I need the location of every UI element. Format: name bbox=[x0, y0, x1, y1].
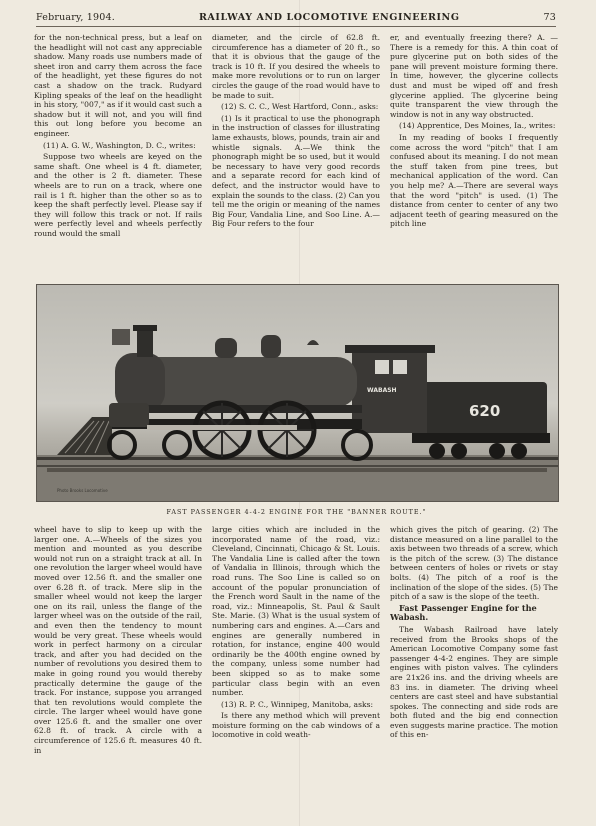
query-heading: (13) R. P. C., Winnipeg, Manitoba, asks: bbox=[221, 699, 374, 709]
header-date: February, 1904. bbox=[36, 11, 115, 23]
page-number: 73 bbox=[543, 11, 556, 23]
bottom-column-1 bbox=[34, 525, 202, 815]
paragraph: large cities which are included in the incorporated name of the road, viz.: Cleveland, Cincinnati, Chicago & St. Louis. The Vandalia Line is called after the town of Vandalia in Illinois, through which the road runs. The Soo Line is called so on account of the popular pronunciation of the French word Sault in the name of the road, viz.: Minneapolis, St. Paul & Sault Ste. Marie. (3) What is the usual system of numbering cars and engines. A.—Cars and engines are generally numbered in rotation, for instance, engine 400 would ordinarily be the 400th engine owned by the company, unless some number had been skipped so as to make some particular class begin with an even number. bbox=[212, 525, 380, 698]
bottom-column-3 bbox=[390, 525, 558, 815]
paragraph: In my reading of books I frequently come across the word "pitch" that I am confused about its meaning. I do not mean the stuff taken from pine trees, but mechanical application of the word. Can you help me? A.—There are several ways that the word "pitch" is used. (1) The distance from center to center of any two adjacent teeth of gearing measured on the pitch line bbox=[390, 132, 558, 229]
paragraph: (1) Is it practical to use the phonograph in the instruction of classes for illustrating lame exhausts, blows, pounds, train air and whistle signals. A.—We think the phonograph might be so used, but it would be necessary to have very good records and a separate record for each kind of defect, and the instructor would have to explain the sounds to the class. (2) Can you tell me the origin or meaning of the names Big Four, Vandalia Line, and Soo Line. A.—Big Four refers to the four bbox=[212, 113, 380, 229]
query-heading: (11) A. G. W., Washington, D. C., writes: bbox=[43, 140, 196, 150]
locomotive-illustration bbox=[37, 285, 558, 501]
paragraph: diameter, and the circle of 62.8 ft. circumference has a diameter of 20 ft., so that it is obvious that the gauge of the track is 10 ft. If you desired the wheels to make more revolutions or to run on larger circles the gauge of the road would have to be made to suit. bbox=[212, 33, 380, 100]
tender-number: 620 bbox=[469, 402, 501, 420]
top-column-2 bbox=[212, 33, 380, 277]
query-heading: (12) S. C. C., West Hartford, Conn., asks: bbox=[221, 102, 379, 112]
paragraph: Is there any method which will prevent moisture forming on the cab windows of a locomotive in cold weath- bbox=[212, 711, 380, 740]
locomotive-photo bbox=[36, 284, 559, 502]
cab-plate: WABASH bbox=[367, 387, 397, 394]
top-column-1 bbox=[34, 33, 202, 277]
photo-credit: Photo Brooks Locomotive bbox=[57, 488, 108, 493]
photo-caption: FAST PASSENGER 4-4-2 ENGINE FOR THE "BANNER ROUTE." bbox=[166, 508, 427, 516]
bottom-column-2 bbox=[212, 525, 380, 815]
header-title: RAILWAY AND LOCOMOTIVE ENGINEERING bbox=[198, 11, 460, 23]
running-header bbox=[36, 10, 556, 24]
paragraph: Suppose two wheels are keyed on the same shaft. One wheel is 4 ft. diameter, and the other is 2 ft. diameter. These wheels are to run on a track, where one rail is 1 ft. higher than the other so as to keep the shaft perfectly level. Please say if they will follow this track or not. If rails were perfectly level and wheels perfectly round would the small bbox=[34, 152, 202, 238]
header-rule bbox=[36, 26, 556, 27]
top-column-3 bbox=[390, 33, 558, 277]
paragraph: for the non-technical press, but a leaf on the headlight will not cast any appreciable shadow. Many roads use numbers made of sheet iron and carry them across the face of the headlight, yet these figures do not cast a shadow on the track. Rudyard Kipling speaks of the leaf on the headlight in his story, "007," as if it would cast such a shadow but it will not, and you will find this out long before you become an engineer. bbox=[34, 33, 202, 138]
paragraph: which gives the pitch of gearing. (2) The distance measured on a line parallel to the axis between two threads of a screw, which is the pitch of the screw. (3) The distance between centers of holes or rivets or stay bolts. (4) The pitch of a roof is the inclination of the slope of the sides. (5) The pitch of a saw is the slope of the teeth. bbox=[390, 525, 558, 602]
section-heading: Fast Passenger Engine for the Wabash. bbox=[390, 602, 537, 623]
paragraph: wheel have to slip to keep up with the larger one. A.—Wheels of the sizes you mention and mounted as you describe would not run on a straight track at all. In one revolution the larger wheel would have moved over 12.56 ft. and the smaller one over 6.28 ft. of track. Mere slip in the smaller wheel would not keep the larger one on its rail, unless the flange of the larger wheel was on the outside of the rail, and even then the tendency to mount would be very great. These wheels would work in perfect harmony on a circular track, and after you had decided on the number of revolutions you desired them to make in going round you would thereby practically determine the gauge of the track. For instance, suppose you arranged that ten revolutions would complete the circle. The larger wheel would have gone over 125.6 ft. and the smaller one over 62.8 ft. of track. A circle with a circumference of 125.6 ft. measures 40 ft. in bbox=[34, 525, 202, 755]
query-heading: (14) Apprentice, Des Moines, Ia., writes: bbox=[399, 121, 556, 131]
paragraph: er, and eventually freezing there? A. —There is a remedy for this. A thin coat of pure glycerine put on both sides of the pane will prevent moisture forming there. In time, however, the glycerine collects dust and must be wiped off and fresh glycerine applied. The glycerine being quite transparent the view through the window is not in any way obstructed. bbox=[390, 33, 558, 119]
paragraph: The Wabash Railroad have lately received from the Brooks shops of the American Locomotive Company some fast passenger 4-4-2 engines. They are simple engines with piston valves. The cylinders are 21x26 ins. and the driving wheels are 83 ins. in diameter. The driving wheel centers are cast steel and have substantial spokes. The connecting and side rods are both fluted and the big end connection even suggests marine practice. The motion of this en- bbox=[390, 624, 558, 740]
